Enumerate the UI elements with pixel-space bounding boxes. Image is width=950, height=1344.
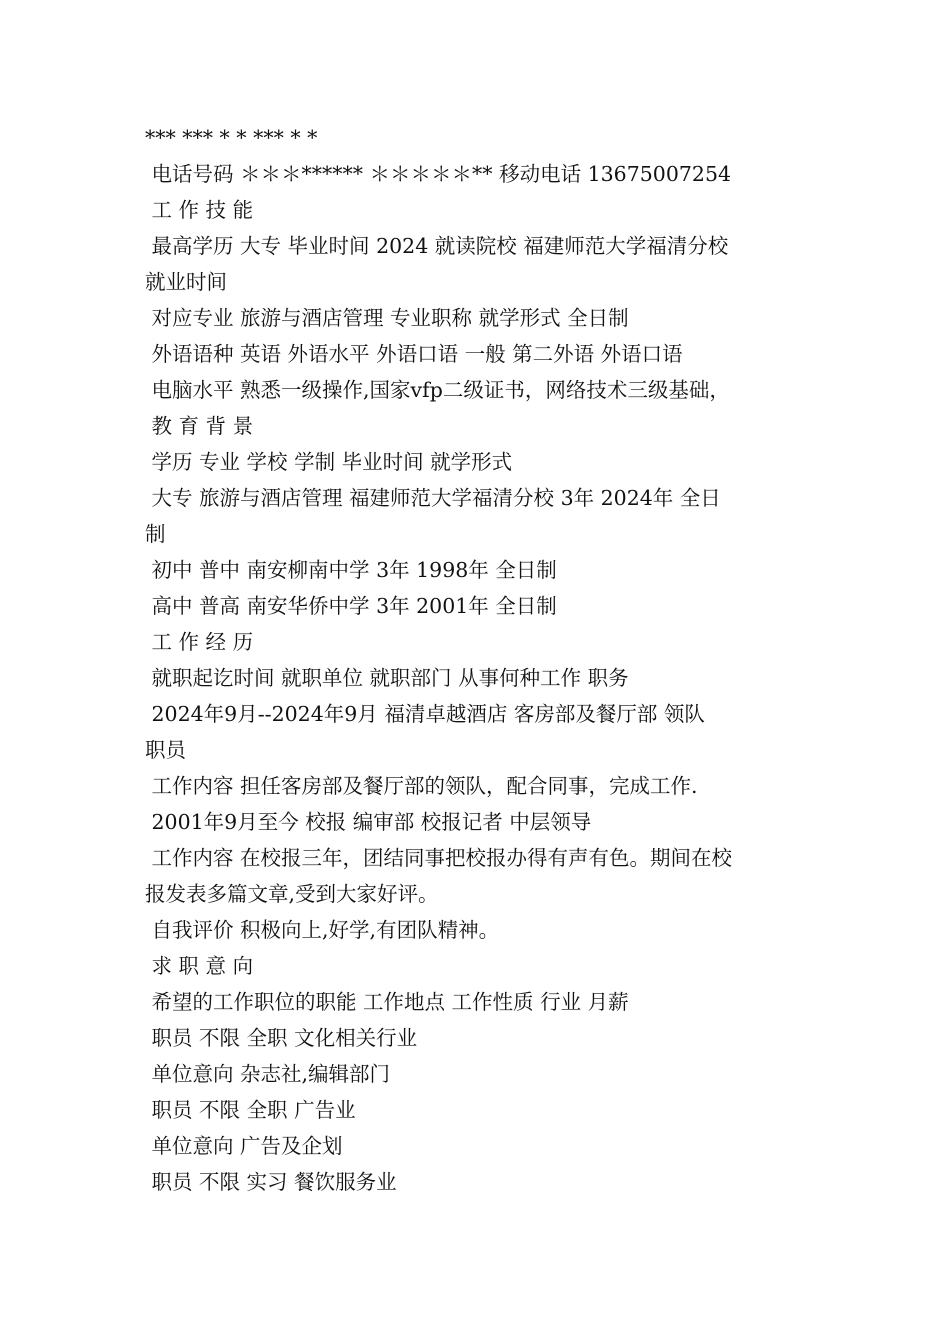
work-row-hotel-cont: 职员 <box>145 738 186 762</box>
intention-row-advertising: 职员 不限 全职 广告业 <box>145 1098 356 1122</box>
employment-time-line: 就业时间 <box>145 270 227 294</box>
intention-row-culture: 职员 不限 全职 文化相关行业 <box>145 1026 418 1050</box>
section-heading-job-intention: 求 职 意 向 <box>145 954 254 978</box>
major-line: 对应专业 旅游与酒店管理 专业职称 就学形式 全日制 <box>145 306 629 330</box>
work-row-school-paper: 2001年9月至今 校报 编审部 校报记者 中层领导 <box>145 810 592 834</box>
intention-unit-advertising: 单位意向 广告及企划 <box>145 1134 343 1158</box>
intention-table-header: 希望的工作职位的职能 工作地点 工作性质 行业 月薪 <box>145 990 629 1014</box>
education-row-college: 大专 旅游与酒店管理 福建师范大学福清分校 3年 2024年 全日 <box>145 486 721 510</box>
foreign-language-line: 外语语种 英语 外语水平 外语口语 一般 第二外语 外语口语 <box>145 342 683 366</box>
computer-level-line: 电脑水平 熟悉一级操作,国家vfp二级证书，网络技术三级基础， <box>145 378 730 402</box>
resume-document <box>145 120 815 1200</box>
intention-row-catering: 职员 不限 实习 餐饮服务业 <box>145 1170 397 1194</box>
phone-line: 电话号码 ＊＊＊****** ＊＊＊＊＊** 移动电话 13675007254 <box>145 162 732 186</box>
work-table-header: 就职起讫时间 就职单位 就职部门 从事何种工作 职务 <box>145 666 629 690</box>
work-row-hotel: 2024年9月--2024年9月 福清卓越酒店 客房部及餐厅部 领队 <box>145 702 705 726</box>
section-heading-work-experience: 工 作 经 历 <box>145 630 254 654</box>
section-heading-work-skills: 工 作 技 能 <box>145 198 254 222</box>
education-row-college-cont: 制 <box>145 522 166 546</box>
work-content-school-paper: 工作内容 在校报三年，团结同事把校报办得有声有色。期间在校 <box>145 846 733 870</box>
masked-name-line: *** *** * * *** * * <box>145 126 318 150</box>
work-content-school-paper-cont: 报发表多篇文章,受到大家好评。 <box>145 882 439 906</box>
education-row-junior: 初中 普中 南安柳南中学 3年 1998年 全日制 <box>145 558 557 582</box>
work-content-hotel: 工作内容 担任客房部及餐厅部的领队，配合同事，完成工作. <box>145 774 698 798</box>
section-heading-education: 教 育 背 景 <box>145 414 254 438</box>
intention-unit-magazine: 单位意向 杂志社,编辑部门 <box>145 1062 391 1086</box>
education-table-header: 学历 专业 学校 学制 毕业时间 就学形式 <box>145 450 513 474</box>
education-row-senior: 高中 普高 南安华侨中学 3年 2001年 全日制 <box>145 594 557 618</box>
highest-education-line: 最高学历 大专 毕业时间 2024 就读院校 福建师范大学福清分校 <box>145 234 729 258</box>
self-evaluation-line: 自我评价 积极向上,好学,有团队精神。 <box>145 918 500 942</box>
